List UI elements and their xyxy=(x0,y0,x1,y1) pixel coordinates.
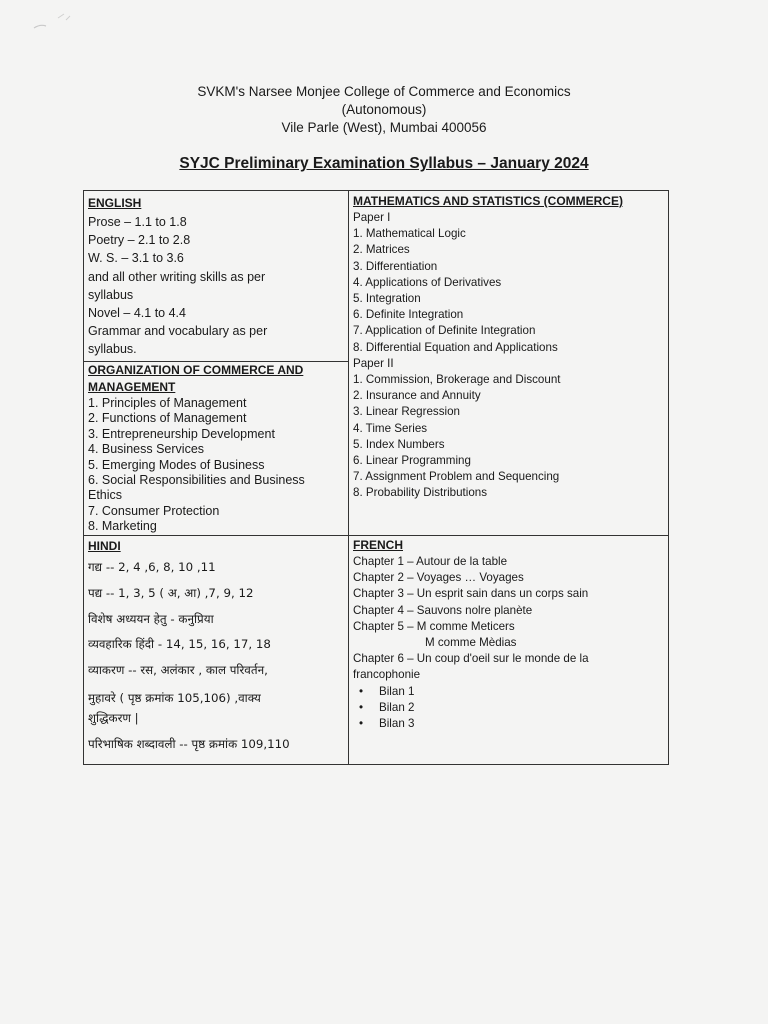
maths-item: 6. Definite Integration xyxy=(353,308,464,322)
maths-cell xyxy=(353,193,665,502)
french-line: Chapter 2 – Voyages … Voyages xyxy=(353,571,524,585)
maths-item: 3. Linear Regression xyxy=(353,405,460,419)
table-divider-middle xyxy=(83,535,669,536)
hindi-line: परिभाषिक शब्दावली -- पृष्ठ क्रमांक 109,110 xyxy=(88,736,290,751)
french-cell xyxy=(353,537,665,732)
maths-item: 6. Linear Programming xyxy=(353,454,471,468)
maths-item: 4. Time Series xyxy=(353,421,428,435)
maths-item: 7. Application of Definite Integration xyxy=(353,324,536,338)
maths-item: 7. Assignment Problem and Sequencing xyxy=(353,470,560,484)
organization-heading-cont: MANAGEMENT xyxy=(88,380,176,394)
french-line: Chapter 5 – M comme Meticers xyxy=(353,619,515,633)
maths-item: 2. Matrices xyxy=(353,243,410,257)
french-bullet-item xyxy=(353,716,665,732)
french-heading: FRENCH xyxy=(353,538,403,552)
hindi-line: मुहावरे ( पृष्ठ क्रमांक 105,106) ,वाक्य xyxy=(88,690,261,705)
organization-item: 5. Emerging Modes of Business xyxy=(88,457,265,472)
maths-item: 5. Integration xyxy=(353,292,421,306)
english-line: W. S. – 3.1 to 3.6 xyxy=(88,251,184,266)
paper2-label: Paper II xyxy=(353,356,394,370)
hindi-heading: HINDI xyxy=(88,539,121,553)
hindi-line: व्यवहारिक हिंदी - 14, 15, 16, 17, 18 xyxy=(88,637,271,652)
table-border-left xyxy=(83,190,84,765)
french-line: Chapter 1 – Autour de la table xyxy=(353,555,508,568)
organization-item: Ethics xyxy=(88,488,123,503)
maths-heading: MATHEMATICS AND STATISTICS (COMMERCE) xyxy=(353,194,623,208)
maths-item: 8. Probability Distributions xyxy=(353,486,488,500)
organization-item: 6. Social Responsibilities and Business xyxy=(88,473,305,488)
maths-item: 8. Differential Equation and Applications xyxy=(353,340,558,354)
table-divider-vertical xyxy=(348,190,349,765)
college-status: (Autonomous) xyxy=(341,102,427,117)
french-line: Chapter 4 – Sauvons nolre planète xyxy=(353,603,533,617)
english-line: Novel – 4.1 to 4.4 xyxy=(88,306,186,321)
hindi-cell xyxy=(88,537,348,758)
hindi-line: गद्य -- 2, 4 ,6, 8, 10 ,11 xyxy=(88,560,216,574)
bullet-icon: • xyxy=(359,717,364,731)
english-line: Poetry – 2.1 to 2.8 xyxy=(88,233,191,248)
organization-item: 1. Principles of Management xyxy=(88,396,247,410)
organization-cell xyxy=(88,362,348,535)
bullet-icon: • xyxy=(359,700,364,714)
college-name: SVKM's Narsee Monjee College of Commerce and Economics xyxy=(197,84,571,99)
organization-item: 4. Business Services xyxy=(88,442,205,457)
french-line: M comme Mèdias xyxy=(425,636,517,650)
english-cell xyxy=(88,193,348,359)
hindi-line: शुद्धिकरण | xyxy=(88,710,139,725)
maths-item: 4. Applications of Derivatives xyxy=(353,275,502,289)
syllabus-table xyxy=(83,190,669,765)
syllabus-title: SYJC Preliminary Examination Syllabus – January 2024 xyxy=(179,155,589,172)
french-line: Chapter 3 – Un esprit sain dans un corps sain xyxy=(353,587,589,601)
english-heading: ENGLISH xyxy=(88,196,142,210)
french-line: francophonie xyxy=(353,668,421,682)
hindi-line: विशेष अध्ययन हेतु - कनुप्रिया xyxy=(88,611,214,626)
organization-item: 3. Entrepreneurship Development xyxy=(88,426,275,441)
table-border-right xyxy=(668,190,669,765)
bullet-label: Bilan 3 xyxy=(379,717,415,731)
french-bullet-item xyxy=(353,684,665,700)
english-line: Prose – 1.1 to 1.8 xyxy=(88,215,187,229)
maths-item: 5. Index Numbers xyxy=(353,437,445,451)
bullet-label: Bilan 1 xyxy=(379,684,415,698)
english-line: syllabus. xyxy=(88,342,137,357)
college-header xyxy=(0,83,768,137)
organization-item: 2. Functions of Management xyxy=(88,411,247,426)
bullet-label: Bilan 2 xyxy=(379,700,415,714)
organization-item: 8. Marketing xyxy=(88,519,157,534)
hindi-line: व्याकरण -- रस, अलंकार , काल परिवर्तन, xyxy=(88,663,268,678)
english-line: and all other writing skills as per xyxy=(88,269,266,284)
table-border-bottom xyxy=(83,764,669,765)
english-line: syllabus xyxy=(88,287,134,302)
maths-item: 2. Insurance and Annuity xyxy=(353,389,481,403)
paper1-label: Paper I xyxy=(353,211,391,224)
french-bullet-item xyxy=(353,700,665,716)
english-line: Grammar and vocabulary as per xyxy=(88,324,268,339)
maths-item: 1. Commission, Brokerage and Discount xyxy=(353,373,561,387)
maths-item: 1. Mathematical Logic xyxy=(353,227,466,241)
scan-mark xyxy=(30,10,80,32)
table-border-top xyxy=(83,190,669,191)
french-line: Chapter 6 – Un coup d'oeil sur le monde de la xyxy=(353,652,589,666)
maths-item: 3. Differentiation xyxy=(353,259,438,273)
organization-heading: ORGANIZATION OF COMMERCE AND xyxy=(88,363,304,377)
bullet-icon: • xyxy=(359,684,364,698)
organization-item: 7. Consumer Protection xyxy=(88,503,220,518)
college-address: Vile Parle (West), Mumbai 400056 xyxy=(281,120,487,135)
hindi-line: पद्य -- 1, 3, 5 ( अ, आ) ,7, 9, 12 xyxy=(88,585,254,600)
